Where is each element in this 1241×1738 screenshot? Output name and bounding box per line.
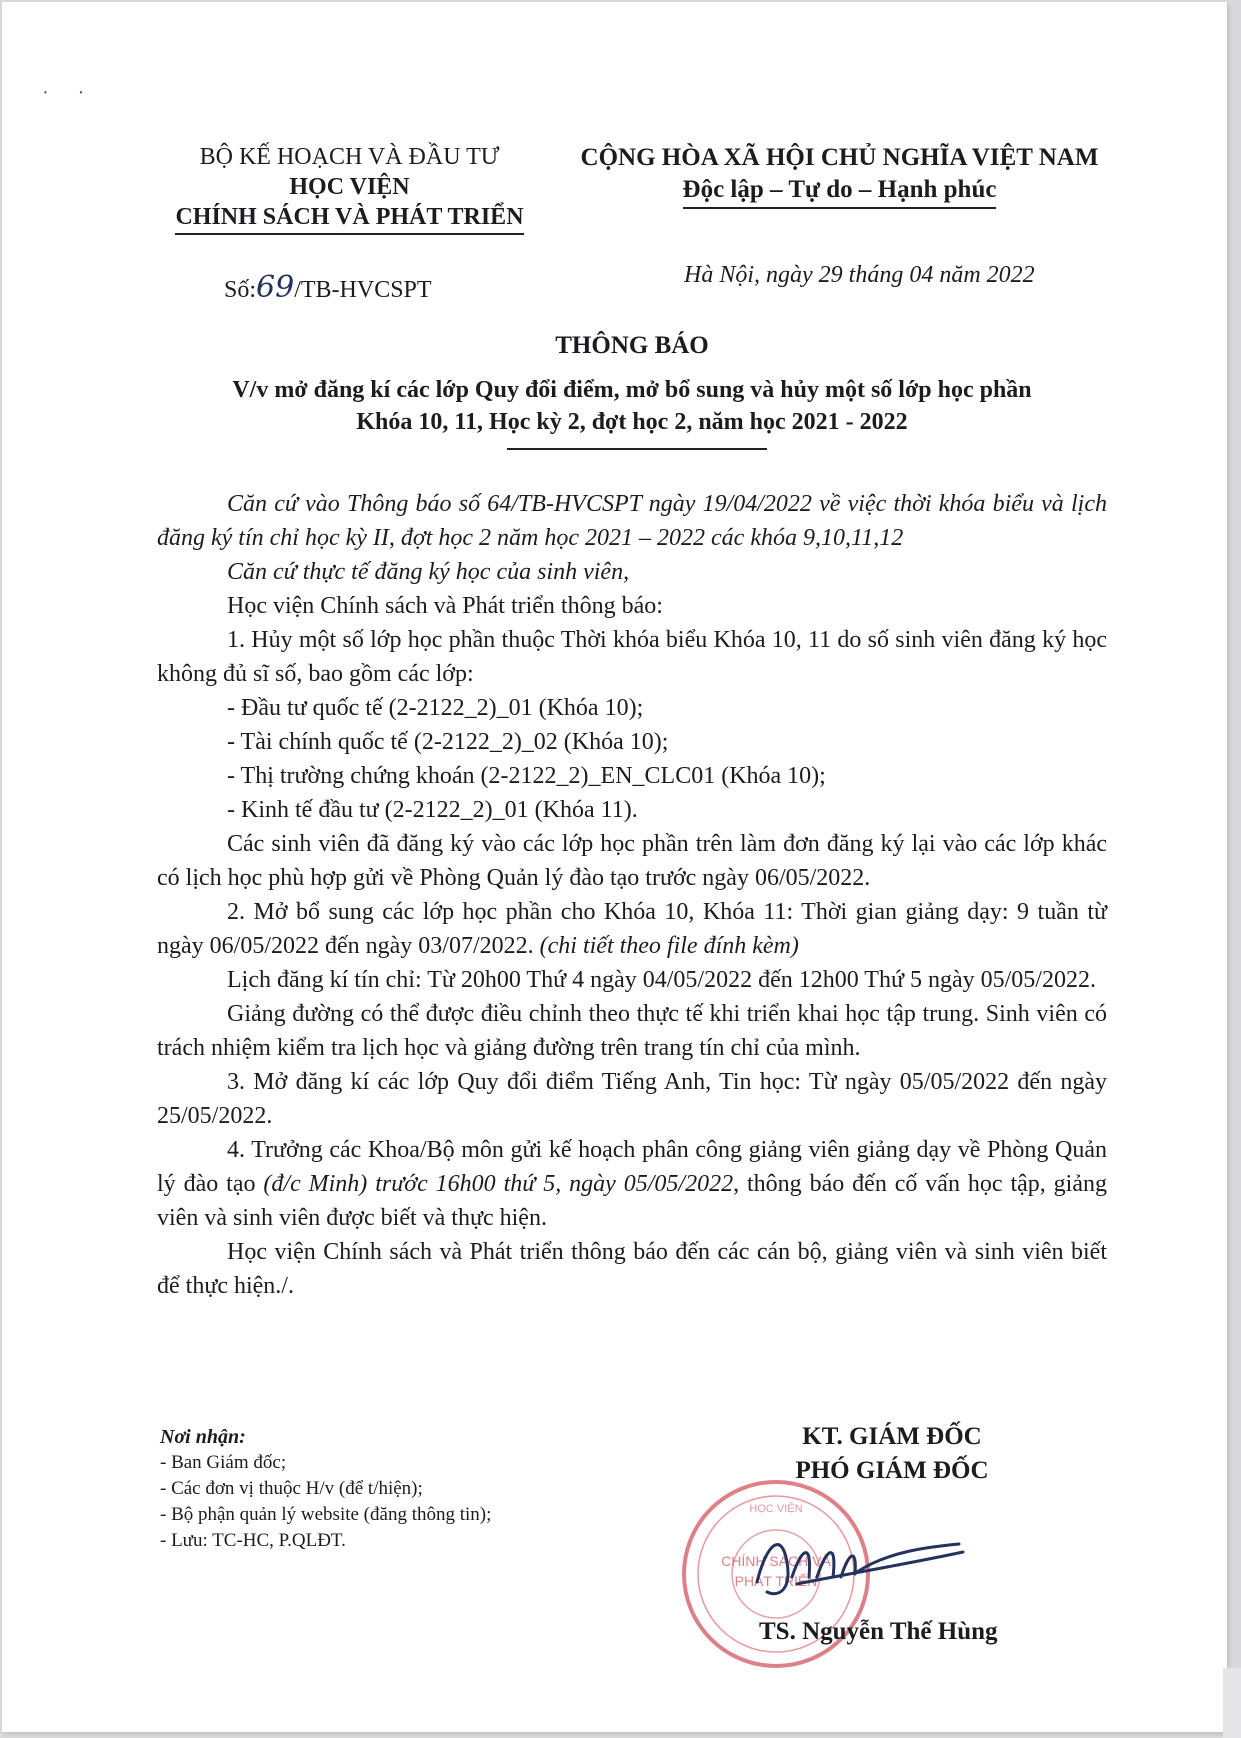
doc-title: THÔNG BÁO	[555, 332, 709, 359]
signer-name: TS. Nguyễn Thế Hùng	[759, 1618, 998, 1645]
doc-subject	[142, 374, 1122, 438]
item-1: 1. Hủy một số lớp học phần thuộc Thời khóa biểu Khóa 10, 11 do số sinh viên đăng ký học không đủ sĩ số, bao gồm các lớp:	[157, 627, 1107, 687]
country-name: CỘNG HÒA XÃ HỘI CHỦ NGHĨA VIỆT NAM	[580, 144, 1099, 171]
item-1-note: Các sinh viên đã đăng ký vào các lớp học phần trên làm đơn đăng ký lại vào các lớp khác có lịch học phù hợp gửi về Phòng Quản lý đào tạo trước ngày 06/05/2022.	[157, 831, 1107, 891]
recipient-item: - Lưu: TC-HC, P.QLĐT.	[160, 1530, 346, 1551]
subject-underline	[507, 448, 767, 450]
svg-text:PHÁT TRIỂN: PHÁT TRIỂN	[734, 1573, 818, 1589]
subject-line2: Khóa 10, 11, Học kỳ 2, đợt học 2, năm học 2021 - 2022	[356, 409, 908, 435]
announce-paragraph: Học viện Chính sách và Phát triển thông báo:	[227, 593, 663, 619]
ministry-name: BỘ KẾ HOẠCH VÀ ĐẦU TƯ	[199, 144, 500, 170]
item-4-text-a: 4. Trưởng các Khoa/Bộ môn gửi kế hoạch phân công giảng viên giảng dạy về Phòng Quản lý đào tạo	[157, 1137, 1107, 1197]
document-number	[224, 270, 432, 305]
national-header	[557, 142, 1122, 209]
motto: Độc lập – Tự do – Hạnh phúc	[683, 174, 997, 209]
subject-line1: V/v mở đăng kí các lớp Quy đổi điểm, mở bổ sung và hủy một số lớp học phần	[232, 377, 1032, 403]
item-2-schedule: Lịch đăng kí tín chỉ: Từ 20h00 Thứ 4 ngày 04/05/2022 đến 12h00 Thứ 5 ngày 05/05/2022.	[227, 967, 1096, 993]
scan-specks: · ·	[42, 82, 97, 104]
recipient-item: - Các đơn vị thuộc H/v (để t/hiện);	[160, 1478, 423, 1499]
handwritten-signature-icon	[734, 1522, 967, 1612]
item-4	[157, 1133, 1107, 1235]
basis-paragraph-2: Căn cứ thực tế đăng ký học của sinh viên,	[227, 559, 630, 585]
recipient-item: - Ban Giám đốc;	[160, 1452, 287, 1473]
svg-text:CHÍNH SÁCH VÀ: CHÍNH SÁCH VÀ	[721, 1553, 831, 1569]
recipients-block	[160, 1424, 491, 1554]
cancel-list-item: - Đầu tư quốc tế (2-2122_2)_01 (Khóa 10);	[227, 695, 644, 721]
cancel-list-item: - Tài chính quốc tế (2-2122_2)_02 (Khóa 10);	[227, 729, 669, 755]
item-2-text: 2. Mở bổ sung các lớp học phần cho Khóa 10, Khóa 11: Thời gian giảng dạy: 9 tuần từ ngày 06/05/2022 đến ngày 03/07/2022.	[157, 899, 1107, 959]
doc-number-handwritten: 69	[256, 270, 295, 305]
cancel-list-item: - Kinh tế đầu tư (2-2122_2)_01 (Khóa 11).	[227, 797, 638, 823]
recipient-item: - Bộ phận quản lý website (đăng thông tin);	[160, 1504, 492, 1525]
page-edge-shadow	[1223, 1668, 1241, 1738]
item-2	[157, 895, 1107, 963]
item-2-attachment-note: (chi tiết theo file đính kèm)	[539, 933, 799, 959]
issuer-header	[152, 142, 547, 235]
cancel-list-item: - Thị trường chứng khoán (2-2122_2)_EN_CLC01 (Khóa 10);	[227, 763, 826, 789]
institute-line2: CHÍNH SÁCH VÀ PHÁT TRIỂN	[175, 202, 523, 235]
svg-text:HỌC VIỆN: HỌC VIỆN	[749, 1503, 803, 1515]
doc-number-prefix: Số:	[224, 277, 257, 303]
date-line: Hà Nội, ngày 29 tháng 04 năm 2022	[684, 262, 1035, 288]
basis-paragraph-1: Căn cứ vào Thông báo số 64/TB-HVCSPT ngày 19/04/2022 về việc thời khóa biểu và lịch đăng ký tín chỉ học kỳ II, đợt học 2 năm học 2021 – 2022 các khóa 9,10,11,12	[157, 491, 1107, 551]
item-3: 3. Mở đăng kí các lớp Quy đổi điểm Tiếng Anh, Tin học: Từ ngày 05/05/2022 đến ngày 25/05/2022.	[157, 1069, 1107, 1129]
item-4-text-b: , thông báo đến cố vấn học tập, giảng viên và sinh viên được biết và thực hiện.	[157, 1171, 1107, 1231]
document-page	[2, 2, 1227, 1732]
doc-number-suffix: /TB-HVCSPT	[294, 277, 432, 303]
signature-role-line1: KT. GIÁM ĐỐC	[802, 1423, 982, 1450]
doc-body	[157, 487, 1107, 1303]
signature-role-line2: PHÓ GIÁM ĐỐC	[795, 1457, 989, 1484]
institute-line1: HỌC VIỆN	[289, 174, 410, 200]
closing-paragraph: Học viện Chính sách và Phát triển thông báo đến các cán bộ, giảng viên và sinh viên biết để thực hiện./.	[157, 1239, 1107, 1299]
item-2-note: Giảng đường có thể được điều chỉnh theo thực tế khi triển khai học tập trung. Sinh viên có trách nhiệm kiểm tra lịch học và giảng đường trên trang tín chỉ của mình.	[157, 1001, 1107, 1061]
item-4-deadline: (đ/c Minh) trước 16h00 thứ 5, ngày 05/05/2022	[263, 1171, 734, 1197]
recipients-heading: Nơi nhận:	[160, 1426, 246, 1448]
